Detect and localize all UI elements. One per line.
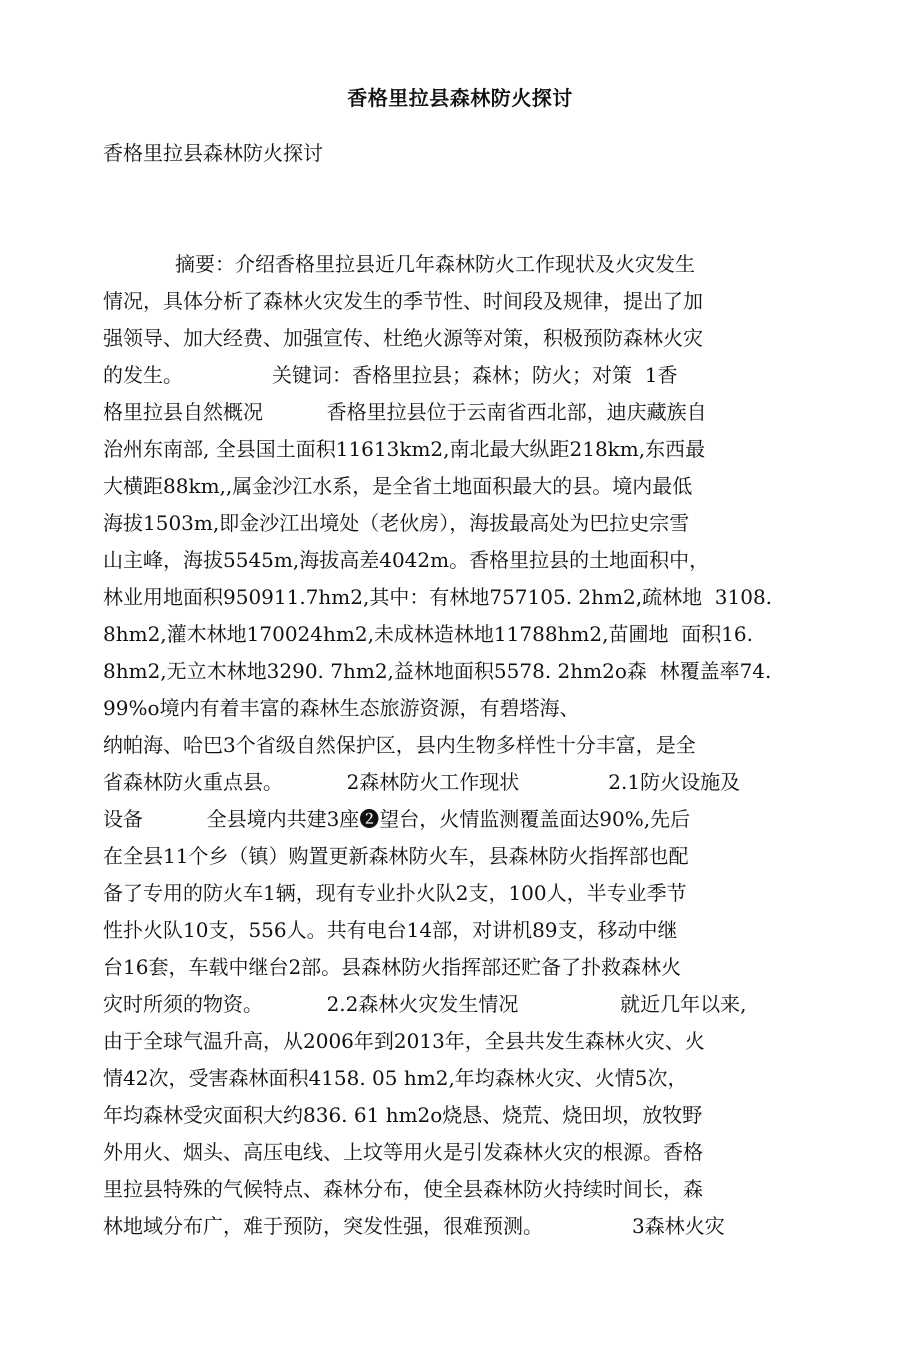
body-line: 格里拉县自然概况 香格里拉县位于云南省西北部，迪庆藏族自 bbox=[103, 400, 707, 424]
body-line: 性扑火队10支，556人。共有电台14部，对讲机89支，移动中继 bbox=[103, 918, 678, 942]
body-line: 情况，具体分析了森林火灾发生的季节性、时间段及规律，提出了加 bbox=[103, 289, 703, 313]
body-line: 大横距88km,,属金沙江水系，是全省土地面积最大的县。境内最低 bbox=[103, 474, 693, 498]
body-line: 8hm2,无立木林地3290. 7hm2,益林地面积5578. 2hm2o森 林覆盖率74. bbox=[103, 659, 772, 683]
page-title: 香格里拉县森林防火探讨 bbox=[347, 86, 573, 110]
body-line: 省森林防火重点县。 2森林防火工作现状 2.1防火设施及 bbox=[103, 770, 741, 794]
document-subtitle: 香格里拉县森林防火探讨 bbox=[103, 141, 323, 165]
body-line: 海拔1503m,即金沙江出境处（老伙房），海拔最高处为巴拉史宗雪 bbox=[103, 511, 690, 535]
body-line: 在全县11个乡（镇）购置更新森林防火车，县森林防火指挥部也配 bbox=[103, 844, 689, 868]
body-line: 的发生。 关键词：香格里拉县；森林；防火；对策 1香 bbox=[103, 363, 678, 387]
body-line: 外用火、烟头、高压电线、上坟等用火是引发森林火灾的根源。香格 bbox=[103, 1140, 703, 1164]
body-line: 由于全球气温升高，从2006年到2013年，全县共发生森林火灾、火 bbox=[103, 1029, 705, 1053]
body-line: 治州东南部, 全县国土面积11613km2,南北最大纵距218km,东西最 bbox=[103, 437, 706, 461]
body-line: 里拉县特殊的气候特点、森林分布，使全县森林防火持续时间长，森 bbox=[103, 1177, 703, 1201]
body-line: 台16套，车载中继台2部。县森林防火指挥部还贮备了扑救森林火 bbox=[103, 955, 682, 979]
body-line: 年均森林受灾面积大约836. 61 hm2o烧恳、烧荒、烧田坝，放牧野 bbox=[103, 1103, 703, 1127]
body-line: 摘要：介绍香格里拉县近几年森林防火工作现状及火灾发生 bbox=[175, 252, 695, 276]
body-line: 林业用地面积950911.7hm2,其中：有林地757105. 2hm2,疏林地 3108. bbox=[103, 585, 773, 609]
body-line: 灾时所须的物资。 2.2森林火灾发生情况 就近几年以来, bbox=[103, 992, 747, 1016]
body-line: 情42次，受害森林面积4158. 05 hm2,年均森林火灾、火情5次， bbox=[103, 1066, 688, 1090]
body-line: 强领导、加大经费、加强宣传、杜绝火源等对策，积极预防森林火灾 bbox=[103, 326, 703, 350]
body-line: 山主峰，海拔5545m,海拔高差4042m。香格里拉县的土地面积中， bbox=[103, 548, 710, 572]
body-line: 设备 全县境内共建3座❷望台，火情监测覆盖面达90%,先后 bbox=[103, 807, 691, 831]
body-line: 林地域分布广，难于预防，突发性强，很难预测。 3森林火灾 bbox=[103, 1214, 725, 1238]
body-line: 备了专用的防火车1辆，现有专业扑火队2支，100人，半专业季节 bbox=[103, 881, 687, 905]
body-line: 8hm2,灌木林地170024hm2,未成林造林地11788hm2,苗圃地 面积16. bbox=[103, 622, 753, 646]
body-line: 99%o境内有着丰富的森林生态旅游资源，有碧塔海、 bbox=[103, 696, 580, 720]
body-line: 纳帕海、哈巴3个省级自然保护区，县内生物多样性十分丰富，是全 bbox=[103, 733, 696, 757]
